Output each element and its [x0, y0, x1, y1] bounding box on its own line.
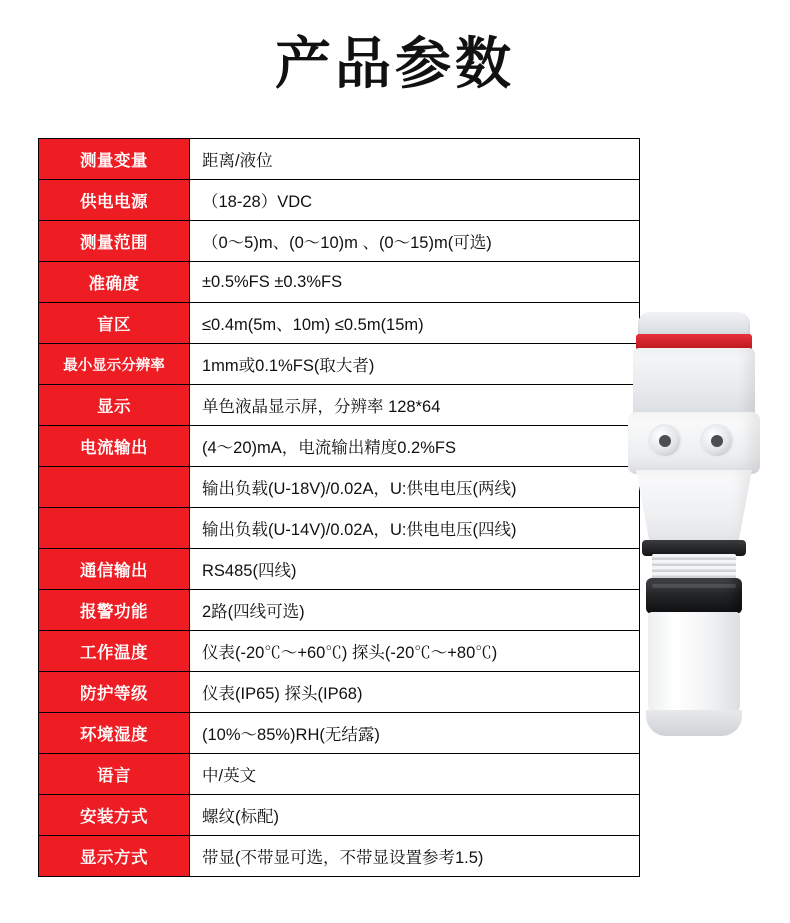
row-value: （18-28）VDC: [190, 180, 640, 221]
row-value: RS485(四线): [190, 549, 640, 590]
table-row: [39, 590, 640, 631]
row-value: 仪表(-20℃～+60℃) 探头(-20℃～+80℃): [190, 631, 640, 672]
row-label: 工作温度: [39, 631, 190, 672]
sensor-display-window: [633, 348, 755, 418]
row-label: 电流输出: [39, 426, 190, 467]
row-value: 1mm或0.1%FS(取大者): [190, 344, 640, 385]
row-value: ≤0.4m(5m、10m) ≤0.5m(15m): [190, 303, 640, 344]
specification-table-body: [39, 139, 640, 877]
row-value: 螺纹(标配): [190, 795, 640, 836]
row-value: （0～5)m、(0～10)m 、(0～15)m(可选): [190, 221, 640, 262]
row-value: 2路(四线可选): [190, 590, 640, 631]
table-row: [39, 303, 640, 344]
sensor-cone: [636, 470, 752, 544]
row-label: 显示方式: [39, 836, 190, 877]
specification-table: [38, 138, 640, 877]
sensor-probe-horn: [648, 612, 740, 720]
row-value: 输出负载(U-14V)/0.02A，U:供电电压(四线): [190, 508, 640, 549]
cable-port-hole: [711, 435, 723, 447]
row-label: 报警功能: [39, 590, 190, 631]
row-value: 仪表(IP65) 探头(IP68): [190, 672, 640, 713]
row-label: 盲区: [39, 303, 190, 344]
row-label: [39, 508, 190, 549]
table-row: [39, 426, 640, 467]
table-row: [39, 385, 640, 426]
row-label: 环境湿度: [39, 713, 190, 754]
row-label: 供电电源: [39, 180, 190, 221]
row-label: 语言: [39, 754, 190, 795]
page-title: 产品参数: [275, 32, 515, 95]
table-row: [39, 836, 640, 877]
row-value: (10%～85%)RH(无结露): [190, 713, 640, 754]
row-label: 准确度: [39, 262, 190, 303]
row-value: ±0.5%FS ±0.3%FS: [190, 262, 640, 303]
cable-port-right-icon: [700, 424, 734, 458]
row-label: 通信输出: [39, 549, 190, 590]
table-row: [39, 795, 640, 836]
table-row: [39, 467, 640, 508]
table-row: [39, 672, 640, 713]
row-label: 测量变量: [39, 139, 190, 180]
table-row: [39, 180, 640, 221]
cable-port-left-icon: [648, 424, 682, 458]
table-row: [39, 344, 640, 385]
table-row: [39, 221, 640, 262]
table-row: [39, 139, 640, 180]
row-value: (4～20)mA，电流输出精度0.2%FS: [190, 426, 640, 467]
table-row: [39, 549, 640, 590]
table-row: [39, 713, 640, 754]
row-value: 中/英文: [190, 754, 640, 795]
row-label: 最小显示分辨率: [39, 344, 190, 385]
row-value: 带显(不带显可选，不带显设置参考1.5): [190, 836, 640, 877]
ultrasonic-level-sensor-photo: [600, 300, 790, 800]
sensor-nut: [646, 578, 742, 614]
cable-port-hole: [659, 435, 671, 447]
row-value: 输出负载(U-18V)/0.02A，U:供电电压(两线): [190, 467, 640, 508]
row-label: [39, 467, 190, 508]
table-row: [39, 508, 640, 549]
table-row: [39, 754, 640, 795]
sensor-thread: [652, 554, 736, 580]
row-label: 显示: [39, 385, 190, 426]
table-row: [39, 631, 640, 672]
row-value: 距离/液位: [190, 139, 640, 180]
row-value: 单色液晶显示屏，分辨率 128*64: [190, 385, 640, 426]
row-label: 测量范围: [39, 221, 190, 262]
row-label: 安装方式: [39, 795, 190, 836]
row-label: 防护等级: [39, 672, 190, 713]
table-row: [39, 262, 640, 303]
sensor-probe-face: [646, 710, 742, 736]
